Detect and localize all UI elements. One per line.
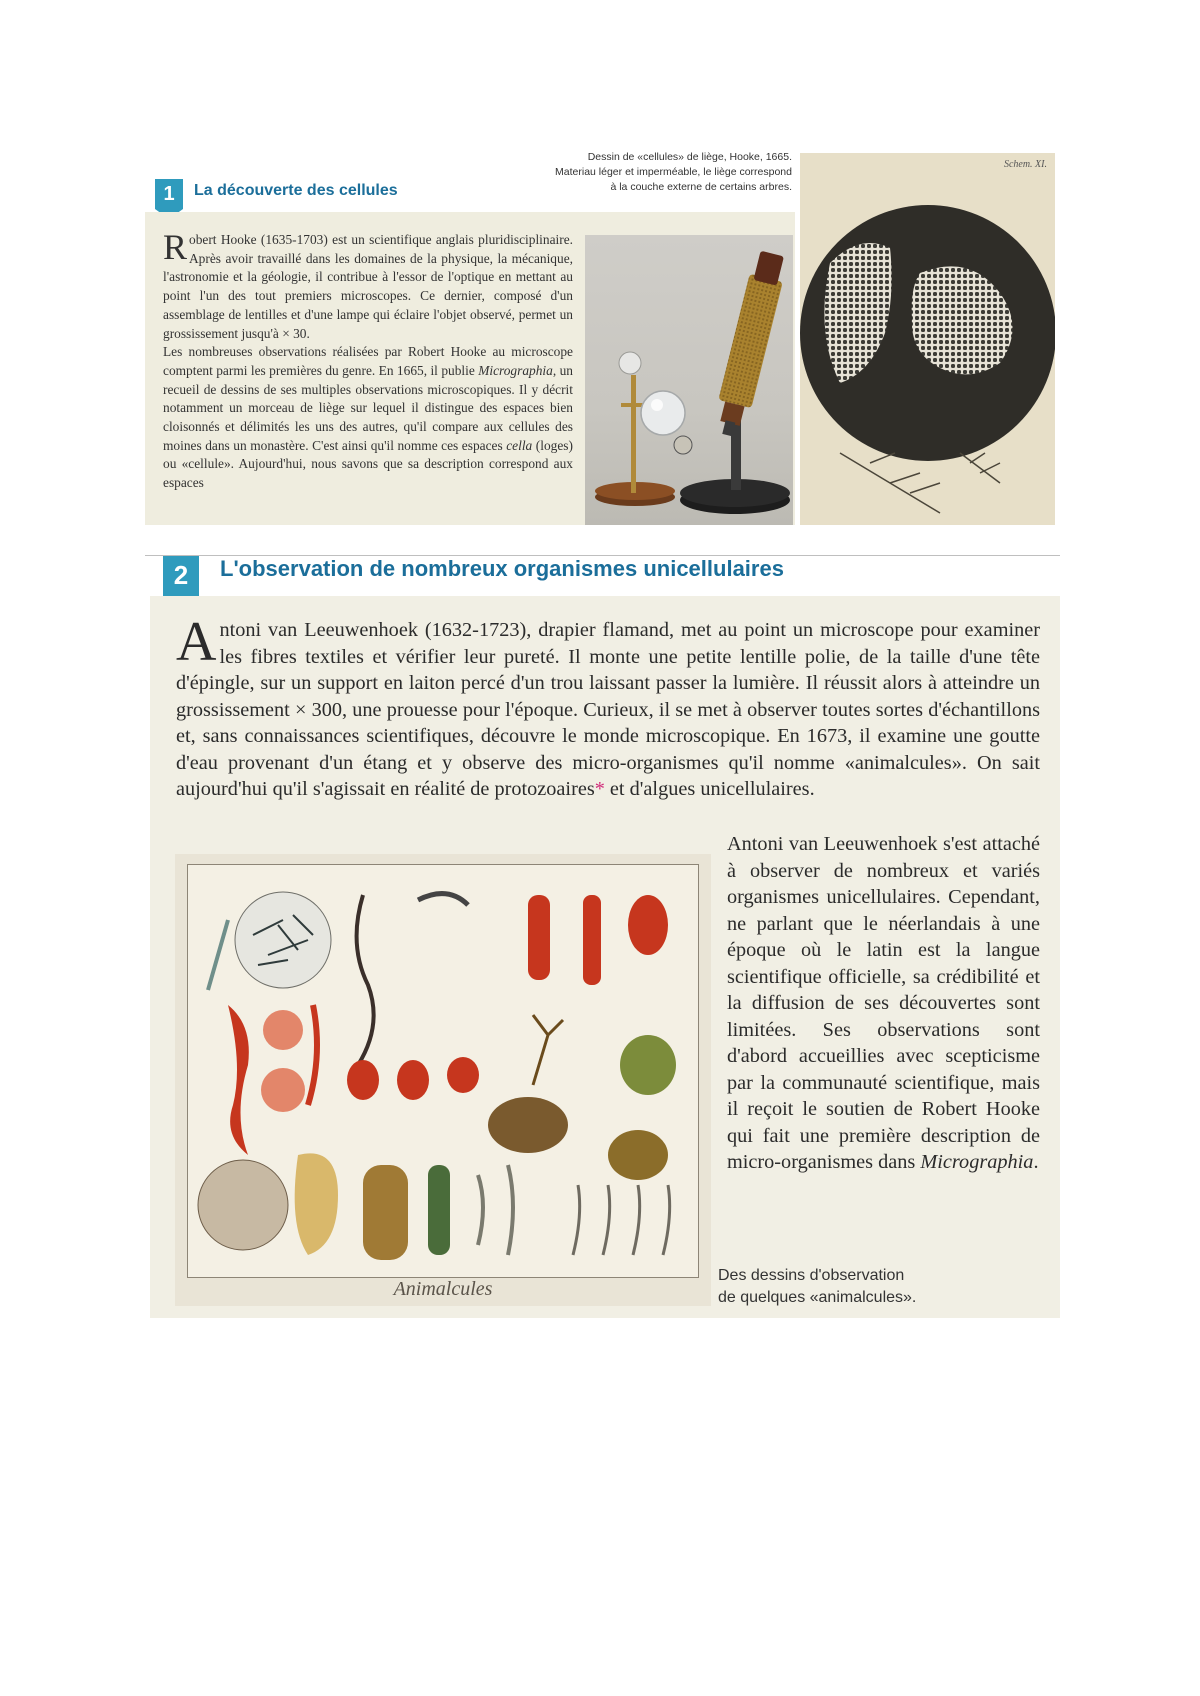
body-text: [176, 611, 1040, 803]
drop-cap: R: [163, 231, 188, 267]
latin-term: cella: [506, 437, 533, 453]
section-number: 1: [163, 183, 175, 205]
caption-line: de quelques «animalcules».: [718, 1289, 917, 1306]
paragraph-text: Les nombreuses observations réalisées par Robert Hooke au microscope comptent parmi les premières du genre. En 1665, il publie: [163, 344, 573, 378]
caption-line: Des dessins d'observation: [718, 1267, 905, 1284]
section-number-badge: [155, 179, 183, 209]
paragraph-text: Antoni van Leeuwenhoek s'est attaché à observer de nombreux et variés organismes unicellulaires. Cependant, ne parlant que le néerlandais à une époque où le latin est la langue scientifique officielle, sa crédibilité et la diffusion de ses découvertes sont limitées. Ses observations sont d'abord accueillies avec scepticisme par la communauté scientifique, mais il reçoit le soutien de Robert Hooke qui fait une première description de micro-organismes dans: [727, 833, 1040, 1173]
figure-caption: [718, 1265, 1038, 1309]
caption-line: Materiau léger et imperméable, le liège correspond: [555, 166, 792, 178]
microscope-photo: [585, 235, 793, 525]
glossary-marker: *: [594, 778, 605, 800]
book-title: Micrographia: [920, 1151, 1034, 1173]
animalcules-illustration: [188, 865, 698, 1277]
cork-cells-drawing: [800, 153, 1055, 525]
paragraph-text: et d'algues unicellulaires.: [604, 778, 815, 800]
plate-label: Schem. XI.: [1003, 159, 1047, 170]
body-text: [163, 231, 573, 525]
plate-title: Animalcules: [393, 1278, 493, 1300]
cork-illustration: [800, 153, 1055, 525]
section-number-badge: [163, 556, 199, 596]
figure-caption: [472, 150, 792, 195]
body-text: [727, 831, 1040, 1176]
microscope-illustration: [585, 235, 793, 525]
animalcules-plate: [175, 854, 711, 1306]
paragraph: [163, 231, 573, 343]
plate-frame: [187, 864, 699, 1278]
section-number: 2: [173, 560, 189, 590]
section-title: La découverte des cellules: [194, 182, 398, 199]
paragraph-text: obert Hooke (1635-1703) est un scientifique anglais pluridisciplinaire. Après avoir travaillé dans les domaines de la physique, la mécanique, l'astronomie et la géologie, il contribue à l'essor de l'optique en mettant au point l'un des tout premiers microscopes. Ce dernier, composé d'un assemblage de lentilles et d'une lampe qui éclaire l'objet observé, permet un grossissement jusqu'à × 30.: [163, 232, 573, 341]
section-title: L'observation de nombreux organismes unicellulaires: [220, 556, 784, 581]
paragraph-text: (loges) ou «cellule». Aujourd'hui, nous savons que sa description correspond aux espaces: [163, 437, 573, 491]
paragraph-text: ntoni van Leeuwenhoek (1632-1723), drapier flamand, met au point un microscope pour examiner les fibres textiles et vérifier leur pureté. Il monte une petite lentille polie, de la taille d'une tête d'épingle, sur un support en laiton percé d'un trou laissant passer la lumière. Il réussit alors à atteindre un grossissement × 300, une prouesse pour l'époque. Curieux, il se met à observer toutes sortes d'échantillons et, sans connaissances scientifiques, découvre le monde microscopique. En 1673, il examine une goutte d'eau provenant d'un étang et y observe des micro-organismes qu'il nomme «animalcules». On sait aujourd'hui qu'il s'agissait en réalité de protozoaires: [176, 619, 1040, 800]
caption-line: à la couche externe de certains arbres.: [610, 181, 792, 193]
paragraph-text: .: [1033, 1151, 1039, 1173]
caption-line: Dessin de «cellules» de liège, Hooke, 1665.: [587, 151, 792, 163]
paragraph-text: , un recueil de dessins de ses multiples observations microscopiques. Il y décrit notamment un morceau de liège sur lequel il distingue des espaces bien cloisonnés et délimités les uns des autres, qu'il compare aux cellules des moines dans un monastère. C'est ainsi qu'il nomme ces espaces: [163, 362, 573, 453]
drop-cap: A: [176, 611, 217, 673]
paragraph: [163, 343, 573, 493]
book-title: Micrographia: [478, 362, 553, 378]
